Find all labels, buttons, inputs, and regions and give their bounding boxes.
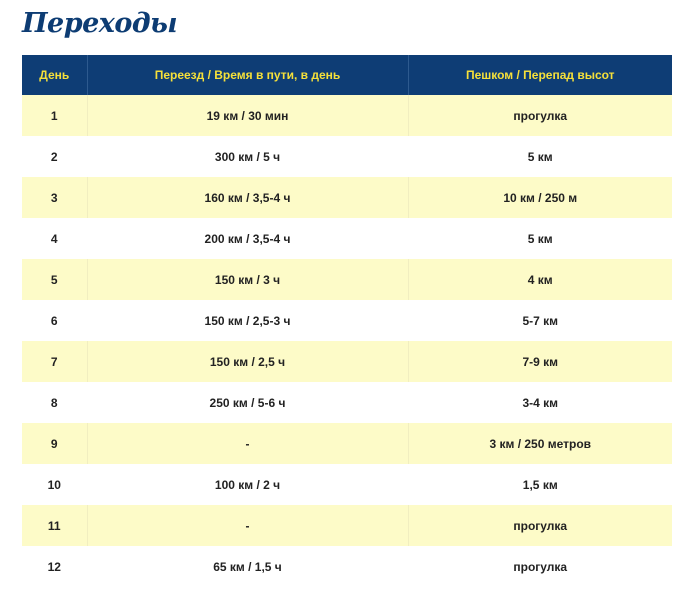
cell-day: 9 xyxy=(22,423,87,464)
table-row xyxy=(22,341,672,382)
cell-walk: прогулка xyxy=(408,546,672,587)
table-row xyxy=(22,177,672,218)
cell-transfer: - xyxy=(87,505,408,546)
cell-transfer: 65 км / 1,5 ч xyxy=(87,546,408,587)
cell-day: 11 xyxy=(22,505,87,546)
cell-day: 7 xyxy=(22,341,87,382)
cell-day: 6 xyxy=(22,300,87,341)
column-header-walk: Пешком / Перепад высот xyxy=(408,55,672,95)
page-title: Переходы xyxy=(22,8,178,39)
cell-transfer: - xyxy=(87,423,408,464)
cell-walk: 3-4 км xyxy=(408,382,672,423)
cell-walk: 5-7 км xyxy=(408,300,672,341)
cell-day: 5 xyxy=(22,259,87,300)
table-row xyxy=(22,382,672,423)
cell-walk: 10 км / 250 м xyxy=(408,177,672,218)
cell-walk: 7-9 км xyxy=(408,341,672,382)
cell-walk: 3 км / 250 метров xyxy=(408,423,672,464)
cell-walk: прогулка xyxy=(408,95,672,136)
cell-transfer: 160 км / 3,5-4 ч xyxy=(87,177,408,218)
cell-transfer: 19 км / 30 мин xyxy=(87,95,408,136)
cell-transfer: 100 км / 2 ч xyxy=(87,464,408,505)
cell-day: 1 xyxy=(22,95,87,136)
table-row xyxy=(22,300,672,341)
table-row xyxy=(22,95,672,136)
cell-day: 10 xyxy=(22,464,87,505)
table-row xyxy=(22,546,672,587)
cell-walk: 5 км xyxy=(408,218,672,259)
transfers-table xyxy=(22,55,672,587)
cell-walk: 1,5 км xyxy=(408,464,672,505)
table-row xyxy=(22,259,672,300)
column-header-day: День xyxy=(22,55,87,95)
column-header-transfer: Переезд / Время в пути, в день xyxy=(87,55,408,95)
cell-walk: 5 км xyxy=(408,136,672,177)
cell-day: 12 xyxy=(22,546,87,587)
cell-walk: 4 км xyxy=(408,259,672,300)
cell-day: 4 xyxy=(22,218,87,259)
table-row xyxy=(22,464,672,505)
table-header-row xyxy=(22,55,672,95)
table-row xyxy=(22,218,672,259)
cell-transfer: 150 км / 2,5 ч xyxy=(87,341,408,382)
cell-transfer: 150 км / 2,5-3 ч xyxy=(87,300,408,341)
table-row xyxy=(22,505,672,546)
cell-transfer: 300 км / 5 ч xyxy=(87,136,408,177)
table-row xyxy=(22,136,672,177)
table-row xyxy=(22,423,672,464)
cell-day: 2 xyxy=(22,136,87,177)
cell-day: 3 xyxy=(22,177,87,218)
cell-transfer: 150 км / 3 ч xyxy=(87,259,408,300)
cell-walk: прогулка xyxy=(408,505,672,546)
cell-transfer: 250 км / 5-6 ч xyxy=(87,382,408,423)
cell-transfer: 200 км / 3,5-4 ч xyxy=(87,218,408,259)
cell-day: 8 xyxy=(22,382,87,423)
